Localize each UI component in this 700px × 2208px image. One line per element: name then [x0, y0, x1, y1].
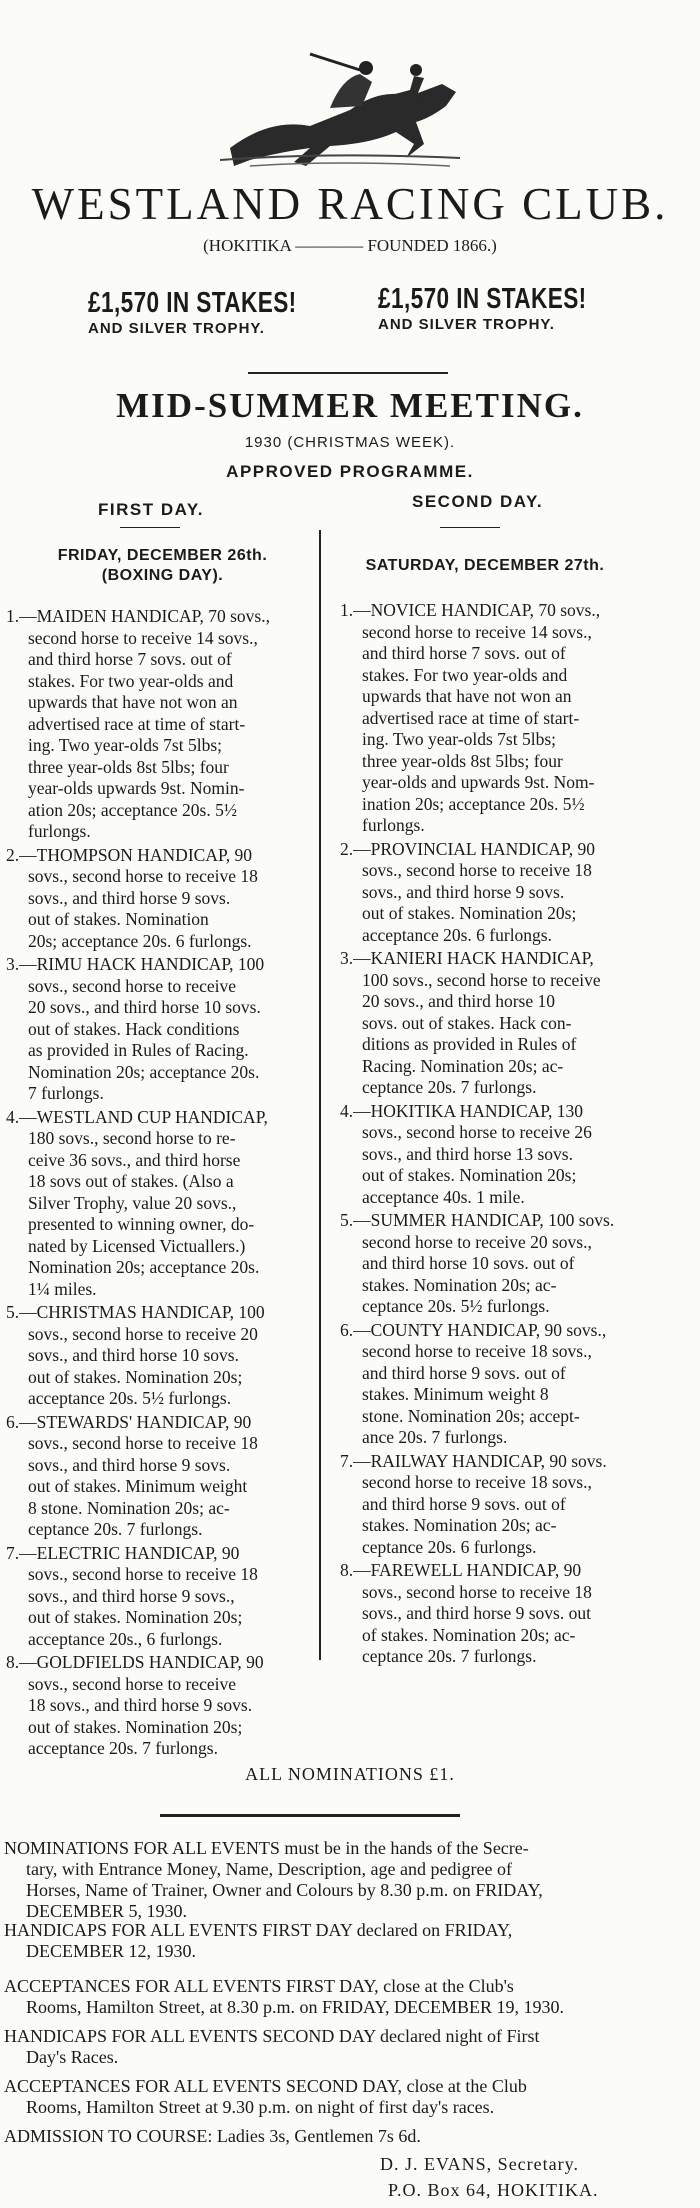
race-line: 20 sovs., and third horse 10 sovs. — [28, 997, 261, 1017]
race-line: and third horse 10 sovs. out of — [362, 1253, 575, 1273]
race-line: stakes. Nomination 20s; ac- — [362, 1515, 557, 1535]
second-day-rule — [440, 527, 500, 528]
meeting-title: MID-SUMMER MEETING. — [116, 386, 584, 425]
race-line: acceptance 20s. 7 furlongs. — [28, 1738, 218, 1758]
race-line: ing. Two year-olds 7st 5lbs; — [28, 735, 222, 755]
second-day-date-line1: SATURDAY, DECEMBER 27th. — [365, 557, 605, 574]
race-entry — [6, 1412, 312, 1541]
race-line: three year-olds 8st 5lbs; four — [28, 756, 229, 777]
race-line: sovs., second horse to receive 18 — [362, 1581, 592, 1602]
racehorse-jockey-illustration — [210, 48, 480, 170]
race-line: 8 stone. Nomination 20s; ac- — [28, 1497, 230, 1518]
race-line: sovs., and third horse 9 sovs. — [28, 1454, 231, 1475]
race-line: 7.—ELECTRIC HANDICAP, 90 — [6, 1542, 240, 1563]
race-line: advertised race at time of start- — [362, 707, 580, 728]
race-line: 20s; acceptance 20s. 6 furlongs. — [28, 930, 252, 951]
race-entry — [340, 1451, 640, 1559]
first-day-date — [20, 546, 305, 586]
race-line: 7 furlongs. — [28, 1083, 104, 1103]
race-line: sovs., second horse to receive 18 — [28, 1433, 258, 1453]
race-line: 5.—CHRISTMAS HANDICAP, 100 — [6, 1302, 265, 1322]
notice-paragraph — [4, 2126, 624, 2147]
race-line: ceive 36 sovs., and third horse — [28, 1149, 241, 1170]
first-day-date-line1: FRIDAY, DECEMBER 26th. — [57, 547, 268, 564]
race-line: acceptance 20s. 5½ furlongs. — [28, 1388, 232, 1408]
race-line: sovs., and third horse 9 sovs. — [28, 887, 231, 908]
founded-line: (HOKITIKA ———— FOUNDED 1866.) — [203, 236, 497, 255]
notice-paragraph — [4, 2026, 624, 2068]
race-line: 1.—MAIDEN HANDICAP, 70 sovs., — [6, 606, 270, 626]
race-entry — [6, 1107, 312, 1301]
stakes-left: £1,570 IN STAKES! — [88, 287, 297, 319]
race-line: sovs., second horse to receive — [28, 975, 236, 996]
notice-line: ADMISSION TO COURSE: Ladies 3s, Gentlemen 7s 6d. — [4, 2126, 421, 2146]
race-entry — [340, 1101, 640, 1209]
race-line: Nomination 20s; acceptance 20s. — [28, 1061, 260, 1082]
race-line: out of stakes. Nomination — [28, 909, 209, 929]
race-line: second horse to receive 14 sovs., — [28, 627, 258, 648]
race-line: ceptance 20s. 7 furlongs. — [362, 1646, 537, 1666]
race-line: nated by Licensed Victuallers.) — [28, 1235, 246, 1256]
race-line: upwards that have not won an — [362, 686, 572, 706]
race-entry — [6, 1652, 312, 1760]
column-divider — [319, 530, 321, 1660]
race-line: 8.—FAREWELL HANDICAP, 90 — [340, 1560, 582, 1580]
race-line: sovs., second horse to receive 18 — [362, 860, 592, 880]
race-entry — [340, 1320, 640, 1449]
race-line: ination 20s; acceptance 20s. 5½ — [362, 793, 585, 814]
race-line: acceptance 20s. 6 furlongs. — [362, 924, 552, 945]
first-day-races — [6, 606, 312, 1762]
race-line: sovs., and third horse 9 sovs. out — [362, 1603, 591, 1623]
divider-rule — [248, 372, 448, 374]
race-line: sovs. out of stakes. Hack con- — [362, 1012, 572, 1033]
race-line: out of stakes. Nomination 20s; — [362, 1165, 577, 1185]
race-line: ance 20s. 7 furlongs. — [362, 1427, 508, 1447]
race-line: sovs., second horse to receive 18 — [28, 866, 258, 886]
race-line: 3.—RIMU HACK HANDICAP, 100 — [6, 954, 265, 974]
second-day-races — [340, 600, 640, 1670]
race-entry — [340, 1560, 640, 1668]
race-line: and third horse 7 sovs. out of — [362, 643, 566, 663]
first-day-date-line2: (BOXING DAY). — [101, 567, 224, 584]
race-line: 1.—NOVICE HANDICAP, 70 sovs., — [340, 600, 601, 620]
race-line: 18 sovs out of stakes. (Also a — [28, 1171, 234, 1191]
race-line: and third horse 9 sovs. out of — [362, 1493, 566, 1514]
race-line: upwards that have not won an — [28, 692, 238, 712]
race-line: stone. Nomination 20s; accept- — [362, 1405, 580, 1426]
race-entry — [340, 948, 640, 1099]
first-day-heading: FIRST DAY. — [98, 500, 205, 519]
race-entry — [6, 1543, 312, 1651]
all-nominations-line: ALL NOMINATIONS £1. — [245, 1764, 455, 1784]
race-line: Racing. Nomination 20s; ac- — [362, 1055, 564, 1076]
race-entry — [340, 839, 640, 947]
notice-line: tary, with Entrance Money, Name, Description, age and pedigree of — [26, 1859, 512, 1879]
race-line: 4.—WESTLAND CUP HANDICAP, — [6, 1106, 268, 1127]
second-day-date — [335, 556, 635, 576]
race-line: out of stakes. Nomination 20s; — [28, 1716, 243, 1737]
race-line: out of stakes. Hack conditions — [28, 1018, 240, 1039]
race-line: stakes. Nomination 20s; ac- — [362, 1274, 557, 1295]
race-line: 180 sovs., second horse to re- — [28, 1128, 236, 1148]
secretary-address: P.O. Box 64, HOKITIKA. — [388, 2180, 599, 2200]
trophy-left: AND SILVER TROPHY. — [88, 320, 265, 337]
race-line: sovs., second horse to receive 20 — [28, 1323, 258, 1344]
race-line: 18 sovs., and third horse 9 sovs. — [28, 1695, 253, 1715]
race-line: sovs., second horse to receive — [28, 1673, 236, 1694]
race-line: presented to winning owner, do- — [28, 1214, 255, 1234]
notice-line: DECEMBER 12, 1930. — [26, 1941, 197, 1961]
race-line: 2.—PROVINCIAL HANDICAP, 90 — [340, 838, 596, 859]
race-line: sovs., second horse to receive 26 — [362, 1122, 592, 1142]
race-line: out of stakes. Nomination 20s; — [362, 903, 577, 923]
race-line: sovs., second horse to receive 18 — [28, 1564, 258, 1584]
first-day-rule — [120, 527, 180, 528]
race-line: ing. Two year-olds 7st 5lbs; — [362, 729, 556, 749]
notice-line: Day's Races. — [26, 2047, 119, 2067]
race-line: of stakes. Nomination 20s; ac- — [362, 1624, 576, 1645]
race-line: 6.—STEWARDS' HANDICAP, 90 — [6, 1411, 252, 1432]
race-line: 20 sovs., and third horse 10 — [362, 991, 555, 1011]
race-entry — [6, 1302, 312, 1410]
notice-paragraph — [4, 1976, 624, 2018]
race-line: ceptance 20s. 7 furlongs. — [28, 1519, 203, 1539]
race-line: furlongs. — [362, 815, 425, 835]
race-line: out of stakes. Nomination 20s; — [28, 1366, 243, 1387]
club-name-heading: WESTLAND RACING CLUB. — [31, 179, 669, 229]
race-entry — [6, 845, 312, 953]
race-line: 6.—COUNTY HANDICAP, 90 sovs., — [340, 1319, 607, 1340]
stakes-right-block — [378, 282, 645, 333]
race-entry — [6, 606, 312, 843]
race-line: Nomination 20s; acceptance 20s. — [28, 1257, 260, 1277]
notice-line: DECEMBER 5, 1930. — [26, 1901, 188, 1921]
race-line: as provided in Rules of Racing. — [28, 1040, 249, 1060]
race-line: second horse to receive 18 sovs., — [362, 1472, 592, 1492]
race-line: ceptance 20s. 6 furlongs. — [362, 1536, 537, 1557]
race-line: acceptance 20s., 6 furlongs. — [28, 1628, 223, 1649]
notice-paragraph — [4, 1920, 624, 1962]
race-line: 8.—GOLDFIELDS HANDICAP, 90 — [6, 1652, 264, 1672]
race-line: second horse to receive 14 sovs., — [362, 621, 592, 642]
race-line: three year-olds 8st 5lbs; four — [362, 750, 563, 771]
race-line: out of stakes. Minimum weight — [28, 1476, 248, 1496]
race-line: ceptance 20s. 5½ furlongs. — [362, 1296, 550, 1316]
race-line: 7.—RAILWAY HANDICAP, 90 sovs. — [340, 1450, 607, 1471]
race-line: and third horse 9 sovs. out of — [362, 1362, 566, 1383]
notice-line: HANDICAPS FOR ALL EVENTS SECOND DAY declared night of First — [4, 2026, 540, 2046]
notice-line: ACCEPTANCES FOR ALL EVENTS SECOND DAY, close at the Club — [4, 2076, 527, 2096]
year-line: 1930 (CHRISTMAS WEEK). — [244, 434, 456, 451]
notice-line: Horses, Name of Trainer, Owner and Colours by 8.30 p.m. on FRIDAY, — [26, 1880, 543, 1900]
race-line: stakes. For two year-olds and — [362, 664, 568, 685]
race-line: advertised race at time of start- — [28, 713, 246, 734]
notice-line: Rooms, Hamilton Street, at 8.30 p.m. on FRIDAY, DECEMBER 19, 1930. — [26, 1997, 565, 2017]
stakes-right: £1,570 IN STAKES! — [378, 283, 587, 315]
race-line: 3.—KANIERI HACK HANDICAP, — [340, 948, 594, 968]
race-line: stakes. For two year-olds and — [28, 670, 234, 691]
race-line: and third horse 7 sovs. out of — [28, 649, 232, 669]
race-line: year-olds and upwards 9st. Nom- — [362, 772, 595, 792]
notice-line: Rooms, Hamilton Street at 9.30 p.m. on night of first day's races. — [26, 2097, 495, 2117]
race-entry — [340, 600, 640, 837]
race-line: ceptance 20s. 7 furlongs. — [362, 1077, 537, 1097]
race-line: stakes. Minimum weight 8 — [362, 1384, 549, 1404]
second-day-heading: SECOND DAY. — [412, 492, 544, 511]
race-line: second horse to receive 20 sovs., — [362, 1231, 592, 1252]
secretary-signature: D. J. EVANS, Secretary. — [380, 2154, 579, 2174]
race-line: Silver Trophy, value 20 sovs., — [28, 1192, 237, 1213]
notice-line: NOMINATIONS FOR ALL EVENTS must be in the hands of the Secre- — [4, 1838, 529, 1858]
race-line: 5.—SUMMER HANDICAP, 100 sovs. — [340, 1210, 615, 1230]
stakes-left-block — [88, 286, 355, 337]
race-line: second horse to receive 18 sovs., — [362, 1341, 592, 1361]
notice-paragraph — [4, 1838, 624, 1922]
race-line: sovs., and third horse 9 sovs., — [28, 1585, 235, 1606]
race-line: 2.—THOMPSON HANDICAP, 90 — [6, 844, 252, 865]
notice-paragraph — [4, 2076, 624, 2118]
notice-line: HANDICAPS FOR ALL EVENTS FIRST DAY declared on FRIDAY, — [4, 1920, 513, 1940]
race-line: 1¼ miles. — [28, 1278, 97, 1299]
race-line: 4.—HOKITIKA HANDICAP, 130 — [340, 1100, 584, 1121]
race-line: 100 sovs., second horse to receive — [362, 969, 601, 990]
race-entry — [6, 954, 312, 1105]
race-line: acceptance 40s. 1 mile. — [362, 1186, 525, 1207]
race-line: sovs., and third horse 13 sovs. — [362, 1143, 573, 1164]
notice-line: ACCEPTANCES FOR ALL EVENTS FIRST DAY, close at the Club's — [4, 1976, 514, 1996]
race-line: sovs., and third horse 9 sovs. — [362, 881, 565, 902]
race-entry — [340, 1210, 640, 1318]
race-line: ation 20s; acceptance 20s. 5½ — [28, 799, 237, 820]
race-line: ditions as provided in Rules of — [362, 1034, 577, 1054]
footer-rule — [160, 1814, 460, 1817]
race-line: sovs., and third horse 10 sovs. — [28, 1345, 239, 1365]
trophy-right: AND SILVER TROPHY. — [378, 316, 555, 333]
race-line: furlongs. — [28, 821, 91, 841]
race-line: out of stakes. Nomination 20s; — [28, 1607, 243, 1627]
approved-programme: APPROVED PROGRAMME. — [226, 462, 474, 481]
race-line: year-olds upwards 9st. Nomin- — [28, 778, 245, 798]
